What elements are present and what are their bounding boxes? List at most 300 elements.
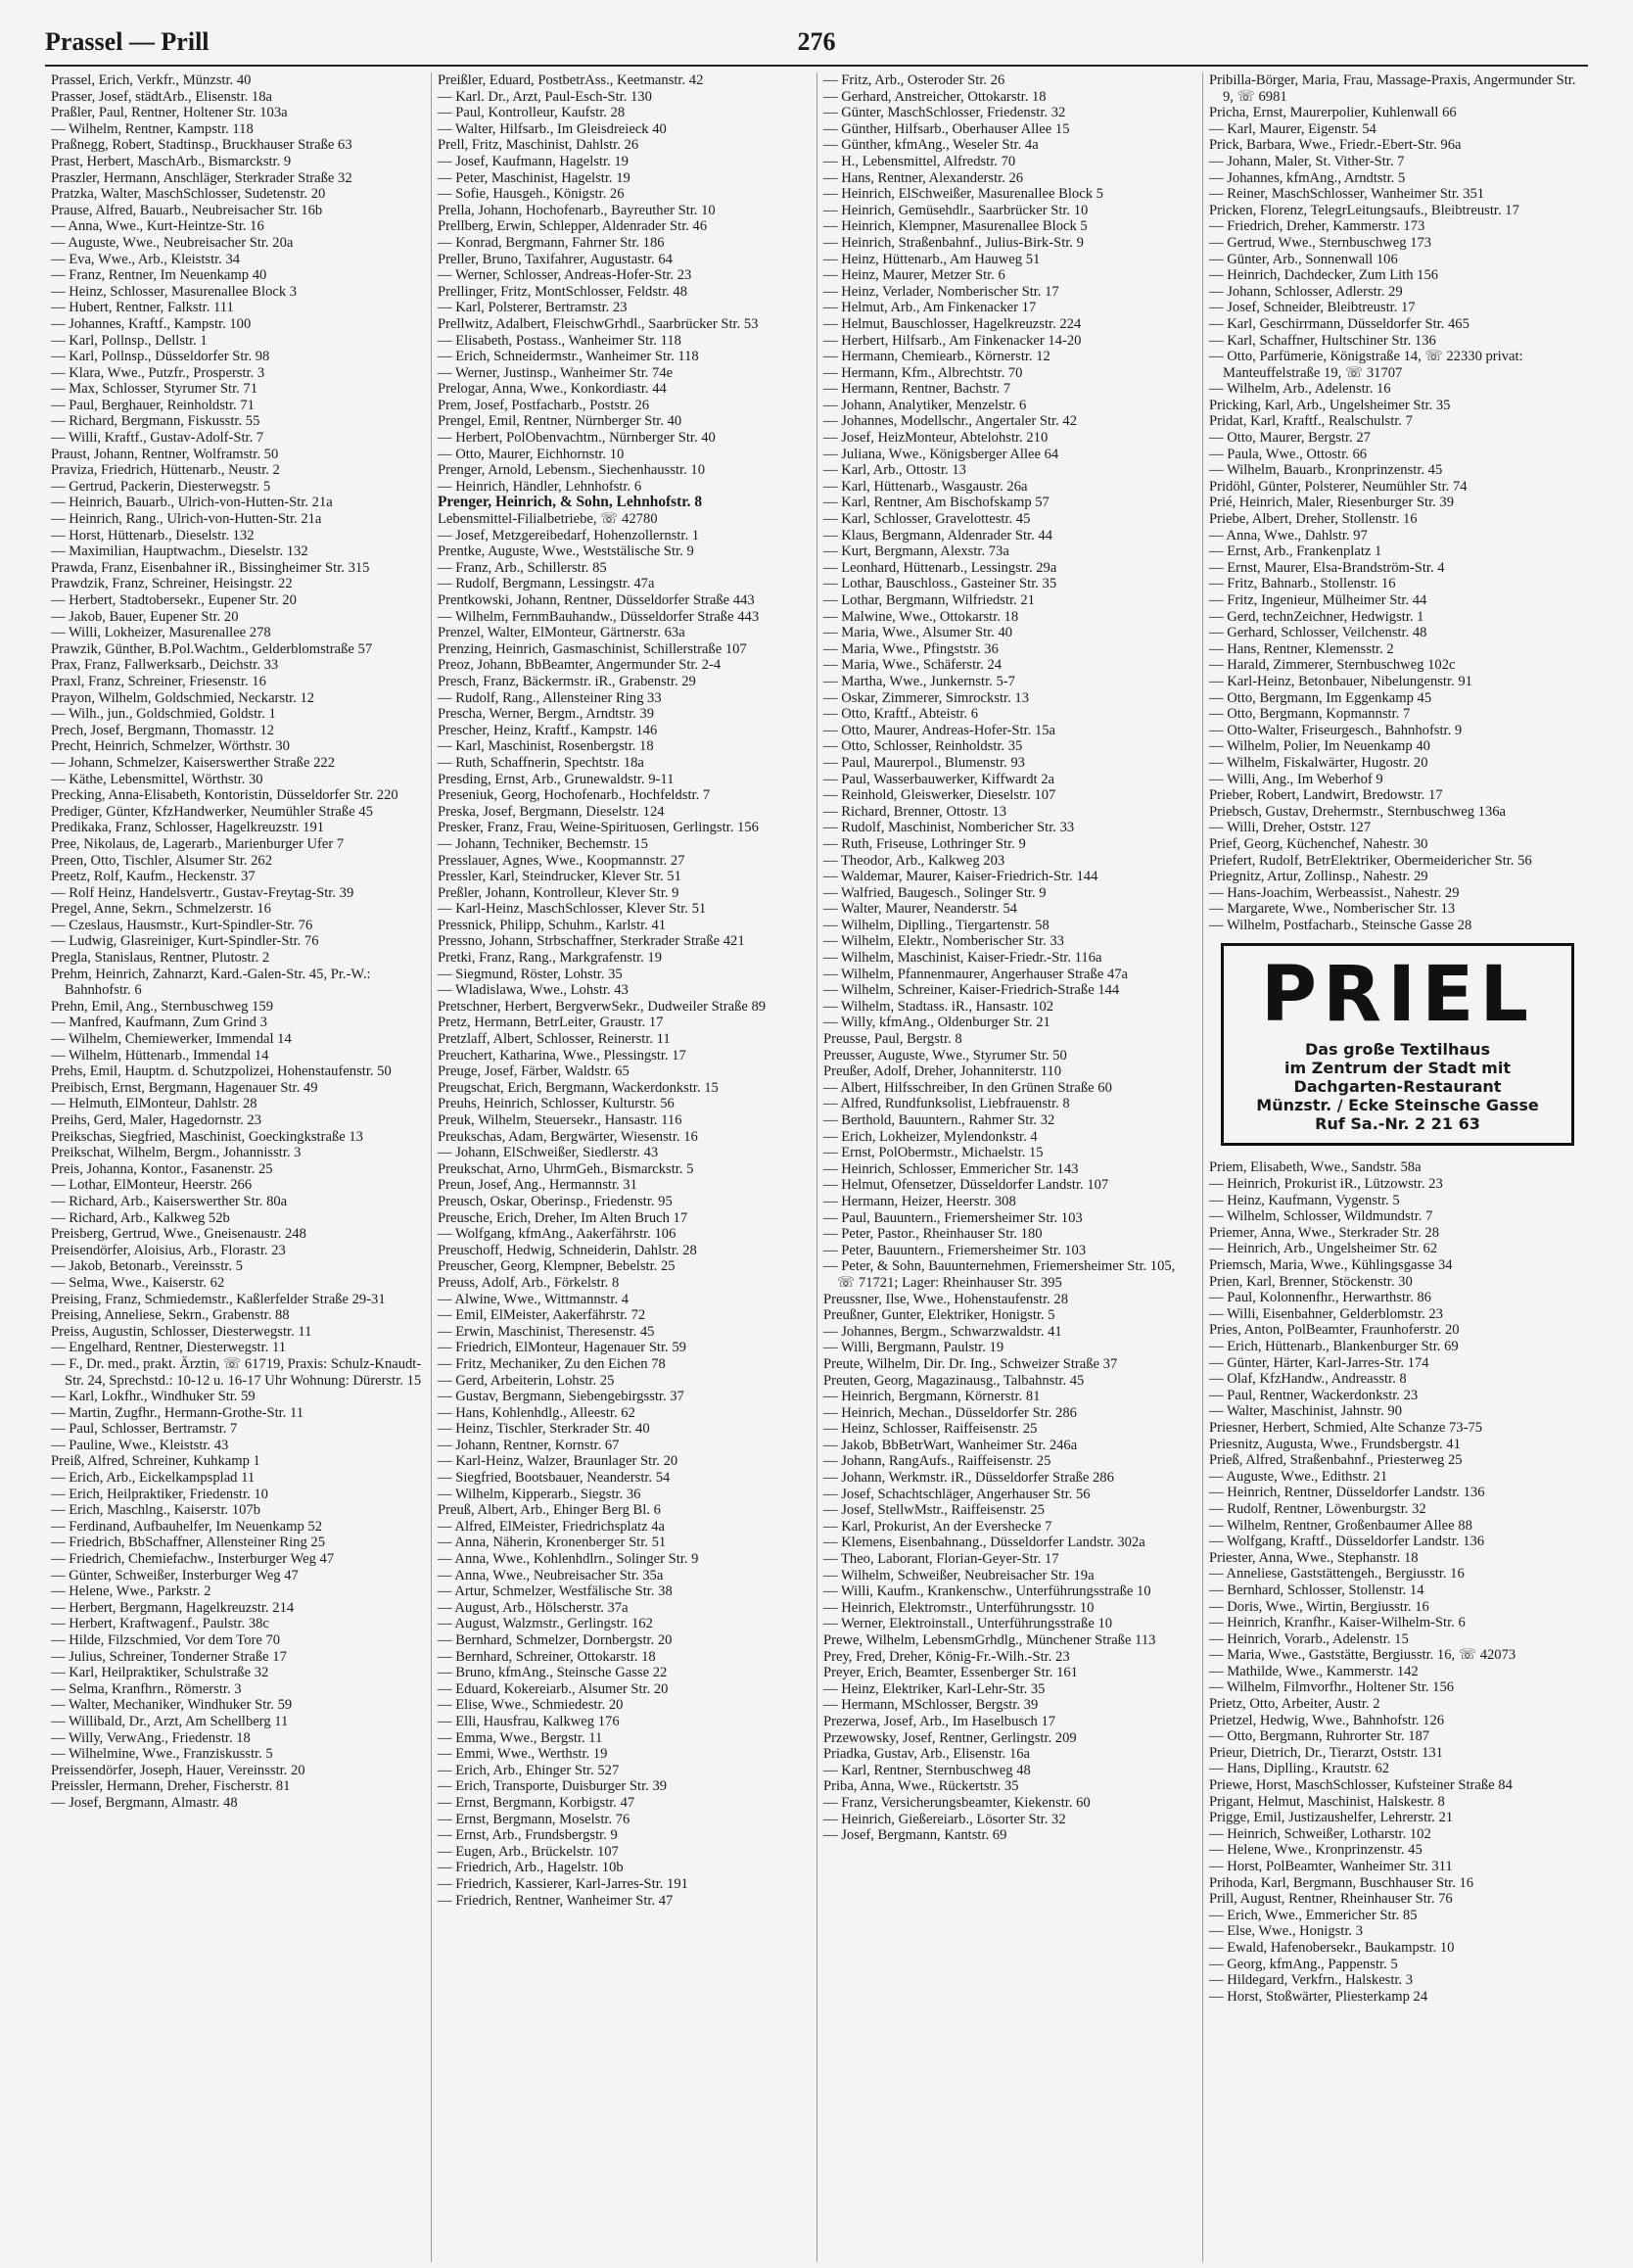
running-title: Prassel — Prill bbox=[45, 27, 210, 56]
directory-entry: Prellwitz, Adalbert, FleischwGrhdl., Saarbrücker Str. 53 bbox=[438, 315, 759, 332]
directory-entry: — Otto, Kraftf., Abteistr. 6 bbox=[823, 706, 979, 723]
directory-entry: Pressno, Johann, Strbschaffner, Sterkrader Straße 421 bbox=[438, 933, 745, 950]
directory-entry: Prentkowski, Johann, Rentner, Düsseldorfer Straße 443 bbox=[438, 592, 755, 608]
directory-entry: — Wilhelm, Stadtass. iR., Hansastr. 102 bbox=[823, 998, 1054, 1015]
directory-entry: — Klara, Wwe., Putzfr., Prosperstr. 3 bbox=[51, 364, 265, 381]
directory-entry: — Gertrud, Packerin, Diesterwegstr. 5 bbox=[51, 478, 271, 495]
directory-entry: — Gerd, Arbeiterin, Lohstr. 25 bbox=[438, 1372, 615, 1389]
directory-entry: — Erwin, Maschinist, Theresenstr. 45 bbox=[438, 1323, 655, 1340]
directory-entry: — Paul, Schlosser, Bertramstr. 7 bbox=[51, 1421, 238, 1438]
directory-entry: — Heinrich, Rentner, Düsseldorfer Landstr. 136 bbox=[1209, 1485, 1485, 1501]
directory-entry: — Karl, Rentner, Sternbuschweg 48 bbox=[823, 1762, 1031, 1778]
directory-entry: — Willi, Ang., Im Weberhof 9 bbox=[1209, 771, 1383, 787]
directory-entry: — Karl. Dr., Arzt, Paul-Esch-Str. 130 bbox=[438, 88, 652, 105]
header-rule bbox=[45, 65, 1588, 67]
directory-entry: — Hans, Diplling., Krautstr. 62 bbox=[1209, 1761, 1390, 1777]
directory-entry: Prescher, Heinz, Kraftf., Kampstr. 146 bbox=[438, 722, 658, 738]
page-number: 276 bbox=[797, 27, 836, 56]
directory-entry: — Karl, Schlosser, Gravelottestr. 45 bbox=[823, 511, 1031, 528]
directory-entry: Preuscher, Georg, Klempner, Bebelstr. 25 bbox=[438, 1258, 676, 1275]
directory-entry: Preussner, Ilse, Wwe., Hohenstaufenstr. 28 bbox=[823, 1291, 1069, 1307]
directory-entry: — Walter, Mechaniker, Windhuker Str. 59 bbox=[51, 1697, 293, 1714]
directory-entry: Preuchert, Katharina, Wwe., Plessingstr. 17 bbox=[438, 1047, 686, 1063]
directory-entry: — Bernhard, Schreiner, Ottokarstr. 18 bbox=[438, 1648, 656, 1665]
directory-entry: — Johannes, Bergm., Schwarzwaldstr. 41 bbox=[823, 1323, 1062, 1340]
directory-entry: Preikschas, Siegfried, Maschinist, Goeckingkstraße 13 bbox=[51, 1128, 363, 1145]
directory-entry: — Wilhelm, Polier, Im Neuenkamp 40 bbox=[1209, 738, 1430, 755]
directory-entry: — Friedrich, BbSchaffner, Allensteiner Ring 25 bbox=[51, 1535, 326, 1551]
directory-entry: — Franz, Arb., Schillerstr. 85 bbox=[438, 559, 607, 576]
directory-entry: — Otto, Maurer, Eichhornstr. 10 bbox=[438, 446, 625, 462]
directory-entry: — Czeslaus, Hausmstr., Kurt-Spindler-Str. 76 bbox=[51, 917, 313, 933]
directory-entry: — Helmut, Bauschlosser, Hagelkreuzstr. 224 bbox=[823, 315, 1082, 332]
directory-entry: Preusch, Oskar, Oberinsp., Friedenstr. 95 bbox=[438, 1193, 673, 1209]
directory-entry: — Siegfried, Bootsbauer, Neanderstr. 54 bbox=[438, 1470, 671, 1487]
directory-entry: — Erich, Transporte, Duisburger Str. 39 bbox=[438, 1778, 668, 1795]
directory-entry: — Johannes, Modellschr., Angertaler Str. 42 bbox=[823, 413, 1078, 430]
directory-entry: — Konrad, Bergmann, Fahrner Str. 186 bbox=[438, 234, 665, 251]
directory-entry: — Wilhelm, Schweißer, Neubreisacher Str. 19a bbox=[823, 1567, 1095, 1583]
directory-entry: — Wilhelm, Hüttenarb., Immendal 14 bbox=[51, 1047, 269, 1063]
directory-entry: — Bruno, kfmAng., Steinsche Gasse 22 bbox=[438, 1665, 668, 1681]
directory-entry: — Gerhard, Schlosser, Veilchenstr. 48 bbox=[1209, 625, 1427, 641]
directory-entry: Pridöhl, Günter, Polsterer, Neumühler Str. 74 bbox=[1209, 478, 1468, 495]
directory-entry: — Heinrich, Bauarb., Ulrich-von-Hutten-Str. 21a bbox=[51, 495, 333, 511]
directory-entry: Prietzel, Hedwig, Wwe., Bahnhofstr. 126 bbox=[1209, 1712, 1445, 1728]
directory-entry: — Karl, Pollnsp., Dellstr. 1 bbox=[51, 332, 208, 349]
directory-entry: Prezerwa, Josef, Arb., Im Haselbusch 17 bbox=[823, 1713, 1056, 1729]
directory-entry: Preis, Johanna, Kontor., Fasanenstr. 25 bbox=[51, 1160, 273, 1177]
directory-entry: — Heinrich, ElSchweißer, Masurenallee Block 5 bbox=[823, 186, 1103, 203]
directory-entry: Priegnitz, Artur, Zollinsp., Nahestr. 29 bbox=[1209, 869, 1428, 885]
directory-entry: — Erich, Arb., Ehinger Str. 527 bbox=[438, 1762, 620, 1778]
directory-entry: — Paula, Wwe., Ottostr. 66 bbox=[1209, 446, 1368, 462]
directory-entry: Presding, Ernst, Arb., Grunewaldstr. 9-11 bbox=[438, 771, 675, 787]
directory-entry: Preißler, Eduard, PostbetrAss., Keetmanstr. 42 bbox=[438, 72, 704, 88]
directory-entry: — Josef, HeizMonteur, Abtelohstr. 210 bbox=[823, 430, 1049, 447]
directory-entry: — Willi, Kaufm., Krankenschw., Unterführungsstraße 10 bbox=[823, 1583, 1151, 1600]
directory-entry: Lebensmittel-Filialbetriebe, ☏ 42780 bbox=[438, 511, 658, 528]
directory-entry: Prick, Barbara, Wwe., Friedr.-Ebert-Str. 96a bbox=[1209, 137, 1462, 154]
directory-entry: — Wilhelm, Postfacharb., Steinsche Gasse 28 bbox=[1209, 917, 1472, 933]
directory-entry: — Käthe, Lebensmittel, Wörthstr. 30 bbox=[51, 771, 263, 787]
directory-entry: Priem, Elisabeth, Wwe., Sandstr. 58a bbox=[1209, 1159, 1422, 1176]
directory-entry: — Else, Wwe., Honigstr. 3 bbox=[1209, 1923, 1364, 1940]
directory-entry: — Hans, Kohlenhdlg., Alleestr. 62 bbox=[438, 1404, 635, 1421]
directory-entry: — Johannes, Kraftf., Kampstr. 100 bbox=[51, 315, 252, 332]
directory-entry: Prescha, Werner, Bergm., Arndtstr. 39 bbox=[438, 706, 655, 723]
directory-entry: — F., Dr. med., prakt. Ärztin, ☏ 61719, Praxis: Schulz-Knaudt-Str. 24, Sprechstd.: 10-12 u. 16-17 Uhr Wohnung: Dürerstr. 15 bbox=[51, 1355, 422, 1389]
directory-entry: — Wilhelm, Filmvorfhr., Holtener Str. 156 bbox=[1209, 1679, 1455, 1696]
directory-entry: — Heinz, Maurer, Metzer Str. 6 bbox=[823, 267, 1005, 284]
directory-entry: — Johann, Maler, St. Vither-Str. 7 bbox=[1209, 153, 1405, 169]
directory-entry: — Ferdinand, Aufbauhelfer, Im Neuenkamp 52 bbox=[51, 1518, 323, 1535]
directory-column-4 bbox=[1202, 72, 1588, 2262]
directory-entry: — Reiner, MaschSchlosser, Wanheimer Str. 351 bbox=[1209, 186, 1485, 203]
directory-entry: — Friedrich, Arb., Hagelstr. 10b bbox=[438, 1860, 624, 1876]
directory-entry: — Friedrich, Rentner, Wanheimer Str. 47 bbox=[438, 1892, 674, 1909]
directory-entry: Prief, Georg, Küchenchef, Nahestr. 30 bbox=[1209, 835, 1428, 852]
directory-entry: — Otto-Walter, Friseurgesch., Bahnhofstr. 9 bbox=[1209, 722, 1463, 738]
directory-entry: — Wilhelm, Schreiner, Kaiser-Friedrich-Straße 144 bbox=[823, 982, 1120, 999]
directory-entry: Preuschoff, Hedwig, Schneiderin, Dahlstr. 28 bbox=[438, 1242, 697, 1258]
directory-entry: Praxl, Franz, Schreiner, Friesenstr. 16 bbox=[51, 673, 266, 689]
directory-entry: Preuge, Josef, Färber, Waldstr. 65 bbox=[438, 1063, 630, 1080]
directory-entry: — Willi, Bergmann, Paulstr. 19 bbox=[823, 1340, 1004, 1356]
directory-entry: — Wilhelm, Arb., Adelenstr. 16 bbox=[1209, 381, 1391, 398]
directory-entry: — Malwine, Wwe., Ottokarstr. 18 bbox=[823, 608, 1019, 625]
directory-entry: Preuß, Albert, Arb., Ehinger Berg Bl. 6 bbox=[438, 1502, 661, 1519]
directory-entry: — Engelhard, Rentner, Diesterwegstr. 11 bbox=[51, 1340, 287, 1356]
directory-entry: — Anna, Wwe., Dahlstr. 97 bbox=[1209, 527, 1368, 543]
directory-entry: — Wilhelm, Rentner, Kampstr. 118 bbox=[51, 120, 254, 137]
directory-entry: Preissler, Hermann, Dreher, Fischerstr. 81 bbox=[51, 1778, 291, 1795]
directory-entry: — Martin, Zugfhr., Hermann-Grothe-Str. 11 bbox=[51, 1404, 304, 1421]
directory-entry: — Willi, Lokheizer, Masurenallee 278 bbox=[51, 625, 271, 641]
directory-entry: Pregla, Stanislaus, Rentner, Plutostr. 2 bbox=[51, 950, 270, 967]
directory-entry: — Erich, Maschlng., Kaiserstr. 107b bbox=[51, 1502, 261, 1519]
directory-entry: — Wilhelmine, Wwe., Franziskusstr. 5 bbox=[51, 1746, 273, 1763]
directory-entry: Prediger, Günter, KfzHandwerker, Neumühler Straße 45 bbox=[51, 803, 373, 820]
directory-entry: Preikschat, Wilhelm, Bergm., Johannisstr. 3 bbox=[51, 1145, 302, 1161]
directory-entry: — Margarete, Wwe., Nomberischer Str. 13 bbox=[1209, 901, 1456, 918]
directory-entry: Prelogar, Anna, Wwe., Konkordiastr. 44 bbox=[438, 381, 667, 398]
directory-entry: — Karl, Hüttenarb., Wasgaustr. 26a bbox=[823, 478, 1028, 495]
directory-entry: Prentke, Auguste, Wwe., Weststälische Str. 9 bbox=[438, 543, 694, 560]
directory-entry: — Klaus, Bergmann, Aldenrader Str. 44 bbox=[823, 527, 1053, 543]
directory-entry: — Alfred, ElMeister, Friedrichsplatz 4a bbox=[438, 1518, 666, 1535]
directory-entry: — Wilhelm, Kipperarb., Siegstr. 36 bbox=[438, 1486, 641, 1502]
directory-entry: — Selma, Kranfhrn., Römerstr. 3 bbox=[51, 1680, 242, 1697]
directory-entry: Pressler, Karl, Steindrucker, Klever Str. 51 bbox=[438, 869, 681, 885]
directory-entry: — Peter, Bauuntern., Friemersheimer Str. 103 bbox=[823, 1242, 1087, 1258]
directory-entry: — Bernhard, Schmelzer, Dornbergstr. 20 bbox=[438, 1632, 673, 1648]
directory-entry: — Günter, Härter, Karl-Jarres-Str. 174 bbox=[1209, 1354, 1429, 1371]
directory-entry: — Helmut, Arb., Am Finkenacker 17 bbox=[823, 300, 1037, 316]
ad-line-2: im Zentrum der Stadt mit bbox=[1284, 1059, 1511, 1078]
directory-entry: — Jakob, BbBetrWart, Wanheimer Str. 246a bbox=[823, 1437, 1078, 1453]
directory-entry: Preußer, Adolf, Dreher, Johanniterstr. 110 bbox=[823, 1063, 1062, 1080]
directory-entry: Prehm, Heinrich, Zahnarzt, Kard.-Galen-Str. 45, Pr.-W.: Bahnhofstr. 6 bbox=[51, 966, 371, 999]
directory-entry: — Heinrich, Bergmann, Körnerstr. 81 bbox=[823, 1389, 1041, 1405]
directory-entry: — Rudolf, Bergmann, Lessingstr. 47a bbox=[438, 576, 655, 592]
directory-entry: Prieß, Alfred, Straßenbahnf., Priesterweg 25 bbox=[1209, 1452, 1463, 1469]
directory-entry: — Anna, Wwe., Kurt-Heintze-Str. 16 bbox=[51, 218, 264, 235]
directory-entry: — Waldemar, Maurer, Kaiser-Friedrich-Str. 144 bbox=[823, 869, 1098, 885]
directory-entry: Prellinger, Fritz, MontSchlosser, Feldstr. 48 bbox=[438, 283, 688, 300]
directory-entry: — Heinrich, Gemüsehdlr., Saarbrücker Str. 10 bbox=[823, 202, 1089, 218]
directory-entry: Preyer, Erich, Beamter, Essenberger Str. 161 bbox=[823, 1665, 1078, 1681]
directory-entry: — Karl, Heilpraktiker, Schulstraße 32 bbox=[51, 1665, 269, 1681]
directory-entry: Preusser, Auguste, Wwe., Styrumer Str. 50 bbox=[823, 1047, 1067, 1063]
directory-entry: — Lothar, Bauschloss., Gasteiner Str. 35 bbox=[823, 576, 1057, 592]
directory-entry: — Peter, Maschinist, Hagelstr. 19 bbox=[438, 169, 630, 186]
directory-entry: — Siegmund, Röster, Lohstr. 35 bbox=[438, 966, 623, 982]
directory-entry: — Hermann, Heizer, Heerstr. 308 bbox=[823, 1193, 1016, 1209]
directory-entry: — Heinrich, Straßenbahnf., Julius-Birk-Str. 9 bbox=[823, 234, 1084, 251]
directory-entry: — Horst, Stoßwärter, Pliesterkamp 24 bbox=[1209, 1988, 1428, 2005]
directory-entry: — Elise, Wwe., Schmiedestr. 20 bbox=[438, 1697, 624, 1714]
directory-entry: — Helmut, Ofensetzer, Düsseldorfer Landstr. 107 bbox=[823, 1177, 1109, 1194]
directory-entry: — Rudolf, Rang., Allensteiner Ring 33 bbox=[438, 689, 662, 706]
directory-entry: — Helene, Wwe., Parkstr. 2 bbox=[51, 1583, 211, 1600]
directory-entry: — Emma, Wwe., Bergstr. 11 bbox=[438, 1729, 603, 1746]
directory-entry: Prey, Fred, Dreher, König-Fr.-Wilh.-Str. 23 bbox=[823, 1648, 1070, 1665]
directory-entry: Prenger, Arnold, Lebensm., Siechenhausstr. 10 bbox=[438, 462, 705, 479]
directory-entry: Presslauer, Agnes, Wwe., Koopmannstr. 27 bbox=[438, 852, 685, 869]
directory-entry: — Friedrich, Dreher, Kammerstr. 173 bbox=[1209, 218, 1425, 235]
directory-entry: — Fritz, Bahnarb., Stollenstr. 16 bbox=[1209, 576, 1396, 592]
directory-entry: — Hans-Joachim, Werbeassist., Nahestr. 29 bbox=[1209, 884, 1460, 901]
directory-entry: — Ernst, Bergmann, Moselstr. 76 bbox=[438, 1811, 630, 1827]
directory-entry: Prié, Heinrich, Maler, Riesenburger Str. 39 bbox=[1209, 495, 1455, 511]
directory-entry: Prengel, Emil, Rentner, Nürnberger Str. 40 bbox=[438, 413, 682, 430]
directory-entry: — Hermann, Rentner, Bachstr. 7 bbox=[823, 381, 1011, 398]
directory-entry: Pretz, Hermann, BetrLeiter, Graustr. 17 bbox=[438, 1015, 664, 1031]
directory-entry: — Karl-Heinz, Walzer, Braunlager Str. 20 bbox=[438, 1453, 678, 1470]
directory-entry: — Werner, Justinsp., Wanheimer Str. 74e bbox=[438, 364, 674, 381]
directory-entry: Preugschat, Erich, Bergmann, Wackerdonkstr. 15 bbox=[438, 1079, 719, 1096]
directory-entry: Pretschner, Herbert, BergverwSekr., Dudweiler Straße 89 bbox=[438, 998, 767, 1015]
priel-logo: PRIEL bbox=[1260, 951, 1535, 1040]
directory-entry: — Fritz, Mechaniker, Zu den Eichen 78 bbox=[438, 1355, 666, 1372]
directory-entry: — Günther, Hilfsarb., Oberhauser Allee 15 bbox=[823, 120, 1070, 137]
directory-entry: — Julius, Schreiner, Tonderner Straße 17 bbox=[51, 1648, 287, 1665]
directory-entry: — Ewald, Hafenobersekr., Baukampstr. 10 bbox=[1209, 1939, 1455, 1956]
directory-entry: — August, Walzmstr., Gerlingstr. 162 bbox=[438, 1616, 653, 1632]
directory-entry: — Ernst, PolObermstr., Michaelstr. 15 bbox=[823, 1145, 1044, 1161]
directory-entry: Precht, Heinrich, Schmelzer, Wörthstr. 30 bbox=[51, 738, 290, 755]
directory-entry: Preibisch, Ernst, Bergmann, Hagenauer Str. 49 bbox=[51, 1079, 318, 1096]
directory-entry: — Friedrich, ElMonteur, Hagenauer Str. 59 bbox=[438, 1340, 686, 1356]
directory-entry: Prigant, Helmut, Maschinist, Halskestr. 8 bbox=[1209, 1793, 1445, 1810]
directory-entry: — Erich, Schneidermstr., Wanheimer Str. 118 bbox=[438, 349, 699, 365]
directory-entry: — Harald, Zimmerer, Sternbuschweg 102c bbox=[1209, 657, 1456, 674]
directory-entry: — Wilhelm, Rentner, Großenbaumer Allee 88 bbox=[1209, 1517, 1472, 1534]
directory-entry: Presker, Franz, Frau, Weine-Spirituosen, Gerlingstr. 156 bbox=[438, 820, 759, 836]
directory-entry: — Heinz, Schlosser, Raiffeisenstr. 25 bbox=[823, 1421, 1038, 1438]
priel-advertisement bbox=[1221, 943, 1574, 1146]
directory-entry: — Wilhelm, Maschinist, Kaiser-Friedr.-Str. 116a bbox=[823, 950, 1102, 967]
directory-entry: Prawdzik, Franz, Schreiner, Heisingstr. 22 bbox=[51, 576, 293, 592]
directory-entry: — Paul, Kolonnenfhr., Herwarthstr. 86 bbox=[1209, 1290, 1431, 1306]
directory-entry: — Josef, Schneider, Bleibtreustr. 17 bbox=[1209, 300, 1416, 316]
directory-entry: Prawda, Franz, Eisenbahner iR., Bissingheimer Str. 315 bbox=[51, 559, 370, 576]
directory-entry: Prax, Franz, Fallwerksarb., Deichstr. 33 bbox=[51, 657, 279, 674]
directory-entry: — Erich, Wwe., Emmericher Str. 85 bbox=[1209, 1907, 1418, 1923]
directory-entry: — Selma, Wwe., Kaiserstr. 62 bbox=[51, 1274, 225, 1291]
directory-entry: — Auguste, Wwe., Edithstr. 21 bbox=[1209, 1468, 1388, 1485]
ad-line-5: Ruf Sa.-Nr. 2 21 63 bbox=[1315, 1114, 1480, 1134]
directory-entry: Preller, Bruno, Taxifahrer, Augustastr. 64 bbox=[438, 251, 673, 267]
directory-entry: — Heinrich, Händler, Lehnhofstr. 6 bbox=[438, 478, 642, 495]
directory-entry: — Josef, Schachtschläger, Angerhauser Str. 56 bbox=[823, 1486, 1091, 1502]
directory-entry: Prehn, Emil, Ang., Sternbuschweg 159 bbox=[51, 998, 273, 1015]
directory-entry: — Peter, & Sohn, Bauunternehmen, Friemersheimer Str. 105, ☏ 71721; Lager: Rheinhauser Str. 395 bbox=[823, 1258, 1176, 1291]
directory-entry: — Eva, Wwe., Arb., Kleiststr. 34 bbox=[51, 251, 241, 267]
directory-entry: — Theodor, Arb., Kalkweg 203 bbox=[823, 852, 1005, 869]
directory-entry: — Hildegard, Verkfrn., Halskestr. 3 bbox=[1209, 1972, 1414, 1989]
directory-entry: Preska, Josef, Bergmann, Dieselstr. 124 bbox=[438, 803, 665, 820]
directory-entry: — Ludwig, Glasreiniger, Kurt-Spindler-Str. 76 bbox=[51, 933, 319, 950]
directory-entry: — Leonhard, Hüttenarb., Lessingstr. 29a bbox=[823, 559, 1057, 576]
directory-entry: Pree, Nikolaus, de, Lagerarb., Marienburger Ufer 7 bbox=[51, 835, 345, 852]
directory-entry: Priester, Anna, Wwe., Stephanstr. 18 bbox=[1209, 1549, 1419, 1566]
directory-entry: — Friedrich, Chemiefachw., Insterburger Weg 47 bbox=[51, 1551, 335, 1568]
directory-entry: Prenzing, Heinrich, Gasmaschinist, Schillerstraße 107 bbox=[438, 640, 747, 657]
directory-entry: — Heinrich, Vorarb., Adelenstr. 15 bbox=[1209, 1630, 1409, 1647]
directory-entry: — Karl, Maschinist, Rosenbergstr. 18 bbox=[438, 738, 654, 755]
directory-entry: — Maria, Wwe., Pfingststr. 36 bbox=[823, 640, 999, 657]
directory-entry: Prause, Alfred, Bauarb., Neubreisacher Str. 16b bbox=[51, 202, 323, 218]
directory-entry: Preiss, Augustin, Schlosser, Diesterwegstr. 11 bbox=[51, 1323, 312, 1340]
directory-entry: Prawzik, Günther, B.Pol.Wachtm., Gelderblomstraße 57 bbox=[51, 640, 373, 657]
directory-entry: — Helmuth, ElMonteur, Dahlstr. 28 bbox=[51, 1096, 257, 1112]
directory-entry: — Günter, Arb., Sonnenwall 106 bbox=[1209, 251, 1398, 267]
directory-entry: — Otto, Bergmann, Kopmannstr. 7 bbox=[1209, 706, 1411, 723]
directory-entry: — Otto, Parfümerie, Königstraße 14, ☏ 22330 privat: Manteuffelstraße 19, ☏ 31707 bbox=[1209, 349, 1523, 381]
directory-entry: — Walter, Maschinist, Jahnstr. 90 bbox=[1209, 1403, 1402, 1420]
directory-entry: — Klemens, Eisenbahnang., Düsseldorfer Landstr. 302a bbox=[823, 1535, 1145, 1551]
directory-entry: Priebe, Albert, Dreher, Stollenstr. 16 bbox=[1209, 511, 1418, 528]
directory-entry: — Richard, Bergmann, Fiskusstr. 55 bbox=[51, 413, 260, 430]
directory-entry: Priebsch, Gustav, Drehermstr., Sternbuschweg 136a bbox=[1209, 803, 1507, 820]
directory-entry: — Ernst, Arb., Frundsbergstr. 9 bbox=[438, 1827, 618, 1844]
directory-entry: — Horst, Hüttenarb., Dieselstr. 132 bbox=[51, 527, 255, 543]
directory-entry: Preetz, Rolf, Kaufm., Heckenstr. 37 bbox=[51, 869, 256, 885]
directory-entry: — Otto, Schlosser, Reinholdstr. 35 bbox=[823, 738, 1023, 755]
directory-entry: Pressnick, Philipp, Schuhm., Karlstr. 41 bbox=[438, 917, 667, 933]
directory-entry: Praust, Johann, Rentner, Wolframstr. 50 bbox=[51, 446, 279, 462]
directory-entry: Prieur, Dietrich, Dr., Tierarzt, Oststr. 131 bbox=[1209, 1744, 1443, 1761]
directory-entry: Prenger, Heinrich, & Sohn, Lehnhofstr. 8 bbox=[438, 494, 703, 511]
directory-entry: — Josef, StellwMstr., Raiffeisenstr. 25 bbox=[823, 1502, 1045, 1519]
directory-entry: Preußner, Gunter, Elektriker, Honigstr. 5 bbox=[823, 1307, 1055, 1324]
directory-entry: — Willi, Eisenbahner, Gelderblomstr. 23 bbox=[1209, 1305, 1443, 1322]
directory-entry: — Friedrich, Kassierer, Karl-Jarres-Str. 191 bbox=[438, 1875, 688, 1892]
directory-entry: — Wilhelm, Elektr., Nomberischer Str. 33 bbox=[823, 933, 1064, 950]
directory-entry: — Anna, Wwe., Kohlenhdlrn., Solinger Str. 9 bbox=[438, 1551, 699, 1568]
directory-entry: Preen, Otto, Tischler, Alsumer Str. 262 bbox=[51, 852, 273, 869]
directory-entry: — Heinrich, Rang., Ulrich-von-Hutten-Str. 21a bbox=[51, 511, 322, 528]
directory-entry: Precking, Anna-Elisabeth, Kontoristin, Düsseldorfer Str. 220 bbox=[51, 787, 398, 804]
directory-entry: — Elli, Hausfrau, Kalkweg 176 bbox=[438, 1713, 620, 1729]
directory-entry: — Oskar, Zimmerer, Simrockstr. 13 bbox=[823, 689, 1029, 706]
directory-entry: — Walter, Maurer, Neanderstr. 54 bbox=[823, 901, 1017, 918]
directory-entry: — Gerhard, Anstreicher, Ottokarstr. 18 bbox=[823, 88, 1047, 105]
directory-entry: Priewe, Horst, MaschSchlosser, Kufsteiner Straße 84 bbox=[1209, 1777, 1513, 1794]
directory-entry: — Karl-Heinz, MaschSchlosser, Klever Str. 51 bbox=[438, 901, 707, 918]
directory-entry: — Richard, Arb., Kalkweg 52b bbox=[51, 1209, 230, 1226]
directory-entry: — Wladislawa, Wwe., Lohstr. 43 bbox=[438, 982, 629, 999]
directory-entry: Prigge, Emil, Justizaushelfer, Lehrerstr. 21 bbox=[1209, 1810, 1454, 1826]
directory-entry: — Johann, Werkmstr. iR., Düsseldorfer Straße 286 bbox=[823, 1470, 1114, 1487]
directory-entry: — Maximilian, Hauptwachm., Dieselstr. 132 bbox=[51, 543, 308, 560]
directory-entry: Preisberg, Gertrud, Wwe., Gneisenaustr. 248 bbox=[51, 1226, 306, 1243]
directory-entry: — Helene, Wwe., Kronprinzenstr. 45 bbox=[1209, 1842, 1423, 1859]
directory-entry: — Maria, Wwe., Gaststätte, Bergiusstr. 16, ☏ 42073 bbox=[1209, 1647, 1516, 1664]
directory-entry: — Hans, Rentner, Alexanderstr. 26 bbox=[823, 169, 1024, 186]
directory-entry: — Paul, Rentner, Wackerdonkstr. 23 bbox=[1209, 1387, 1419, 1403]
directory-entry: — Wilhelm, Chemiewerker, Immendal 14 bbox=[51, 1031, 292, 1048]
directory-entry: — Walfried, Baugesch., Solinger Str. 9 bbox=[823, 884, 1047, 901]
directory-entry: Priadka, Gustav, Arb., Elisenstr. 16a bbox=[823, 1746, 1031, 1763]
directory-entry: — Willy, VerwAng., Friedenstr. 18 bbox=[51, 1729, 251, 1746]
directory-entry: — Werner, Elektroinstall., Unterführungsstraße 10 bbox=[823, 1616, 1113, 1632]
directory-entry: — Hermann, Chemiearb., Körnerstr. 12 bbox=[823, 349, 1050, 365]
directory-entry: Pregel, Anne, Sekrn., Schmelzerstr. 16 bbox=[51, 901, 271, 918]
directory-entry: — Johann, RangAufs., Raiffeisenstr. 25 bbox=[823, 1453, 1051, 1470]
directory-entry: Prewe, Wilhelm, LebensmGrhdlg., Münchener Straße 113 bbox=[823, 1632, 1156, 1648]
directory-entry: — Johann, Schlosser, Adlerstr. 29 bbox=[1209, 283, 1403, 300]
directory-entry: — Manfred, Kaufmann, Zum Grind 3 bbox=[51, 1015, 267, 1031]
directory-entry: — Emmi, Wwe., Werthstr. 19 bbox=[438, 1746, 608, 1763]
directory-entry: Prietz, Otto, Arbeiter, Austr. 2 bbox=[1209, 1696, 1380, 1713]
directory-entry: — Heinrich, Dachdecker, Zum Lith 156 bbox=[1209, 267, 1439, 284]
directory-entry: — Hubert, Rentner, Falkstr. 111 bbox=[51, 300, 234, 316]
directory-columns bbox=[45, 72, 1588, 2262]
directory-entry: — Wilhelm, Diplling., Tiergartenstr. 58 bbox=[823, 917, 1050, 933]
directory-entry: Preuk, Wilhelm, Steuersekr., Hansastr. 116 bbox=[438, 1112, 682, 1128]
directory-entry: — Ernst, Arb., Frankenplatz 1 bbox=[1209, 543, 1382, 560]
directory-entry: — Artur, Schmelzer, Westfälische Str. 38 bbox=[438, 1583, 673, 1600]
directory-entry: — Erich, Arb., Eickelkampsplad 11 bbox=[51, 1470, 256, 1487]
directory-entry: Pricking, Karl, Arb., Ungelsheimer Str. 35 bbox=[1209, 397, 1451, 413]
directory-entry: — Josef, Bergmann, Kantstr. 69 bbox=[823, 1827, 1007, 1844]
directory-entry: — Anneliese, Gaststättengeh., Bergiusstr. 16 bbox=[1209, 1566, 1465, 1583]
directory-entry: Praßler, Paul, Rentner, Holtener Str. 103a bbox=[51, 105, 288, 121]
directory-entry: Preukschas, Adam, Bergwärter, Wiesenstr. 16 bbox=[438, 1128, 698, 1145]
directory-entry: — Heinz, Tischler, Sterkrader Str. 40 bbox=[438, 1421, 650, 1438]
directory-entry: — Willi, Kraftf., Gustav-Adolf-Str. 7 bbox=[51, 430, 264, 447]
directory-entry: Prasser, Josef, städtArb., Elisenstr. 18a bbox=[51, 88, 272, 105]
directory-entry: — Fritz, Arb., Osteroder Str. 26 bbox=[823, 72, 1005, 88]
directory-entry: — August, Arb., Hölscherstr. 37a bbox=[438, 1599, 629, 1616]
directory-entry: — Jakob, Betonarb., Vereinsstr. 5 bbox=[51, 1258, 243, 1275]
directory-entry: — Anna, Wwe., Neubreisacher Str. 35a bbox=[438, 1567, 664, 1583]
directory-column-1 bbox=[45, 72, 431, 2262]
directory-entry: — Erich, Hüttenarb., Blankenburger Str. 69 bbox=[1209, 1339, 1459, 1354]
directory-entry: — Elisabeth, Postass., Wanheimer Str. 118 bbox=[438, 332, 681, 349]
directory-entry: — Karl, Pollnsp., Düsseldorfer Str. 98 bbox=[51, 349, 270, 365]
directory-entry: — Jakob, Bauer, Eupener Str. 20 bbox=[51, 608, 239, 625]
directory-entry: — Alwine, Wwe., Wittmannstr. 4 bbox=[438, 1291, 630, 1307]
directory-entry: — Maria, Wwe., Alsumer Str. 40 bbox=[823, 625, 1013, 641]
directory-entry: — Heinz, Hüttenarb., Am Hauweg 51 bbox=[823, 251, 1041, 267]
directory-entry: — Josef, Metzgereibedarf, Hohenzollernstr. 1 bbox=[438, 527, 700, 543]
directory-entry: Preßler, Johann, Kontrolleur, Klever Str. 9 bbox=[438, 884, 679, 901]
directory-entry: — Willi, Dreher, Oststr. 127 bbox=[1209, 820, 1372, 836]
directory-entry: Prenzel, Walter, ElMonteur, Gärtnerstr. 63a bbox=[438, 625, 685, 641]
directory-entry: Preoz, Johann, BbBeamter, Angermunder Str. 2-4 bbox=[438, 657, 722, 674]
directory-entry: — Georg, kfmAng., Pappenstr. 5 bbox=[1209, 1956, 1398, 1972]
directory-entry: Preisendörfer, Aloisius, Arb., Florastr. 23 bbox=[51, 1242, 286, 1258]
directory-entry: Priesnitz, Augusta, Wwe., Frundsbergstr. 41 bbox=[1209, 1436, 1461, 1452]
directory-entry: — Emil, ElMeister, Aakerfährstr. 72 bbox=[438, 1307, 646, 1324]
directory-entry: — Hermann, Kfm., Albrechtstr. 70 bbox=[823, 364, 1023, 381]
directory-entry: — Gertrud, Wwe., Sternbuschweg 173 bbox=[1209, 234, 1432, 251]
directory-entry: — Karl, Arb., Ottostr. 13 bbox=[823, 462, 966, 479]
directory-entry: — Hans, Rentner, Klemensstr. 2 bbox=[1209, 640, 1394, 657]
directory-entry: — Rudolf, Maschinist, Nombericher Str. 33 bbox=[823, 820, 1075, 836]
directory-entry: Pribilla-Börger, Maria, Frau, Massage-Praxis, Angermunder Str. 9, ☏ 6981 bbox=[1209, 72, 1576, 105]
directory-entry: — Wilhelm, Bauarb., Kronprinzenstr. 45 bbox=[1209, 462, 1443, 479]
directory-entry: — Heinz, Schlosser, Masurenallee Block 3 bbox=[51, 283, 298, 300]
directory-entry: — Theo, Laborant, Florian-Geyer-Str. 17 bbox=[823, 1551, 1059, 1568]
directory-entry: Priesner, Herbert, Schmied, Alte Schanze 73-75 bbox=[1209, 1419, 1483, 1436]
directory-entry: — Doris, Wwe., Wirtin, Bergiusstr. 16 bbox=[1209, 1598, 1429, 1615]
directory-entry: — Otto, Maurer, Bergstr. 27 bbox=[1209, 430, 1371, 447]
